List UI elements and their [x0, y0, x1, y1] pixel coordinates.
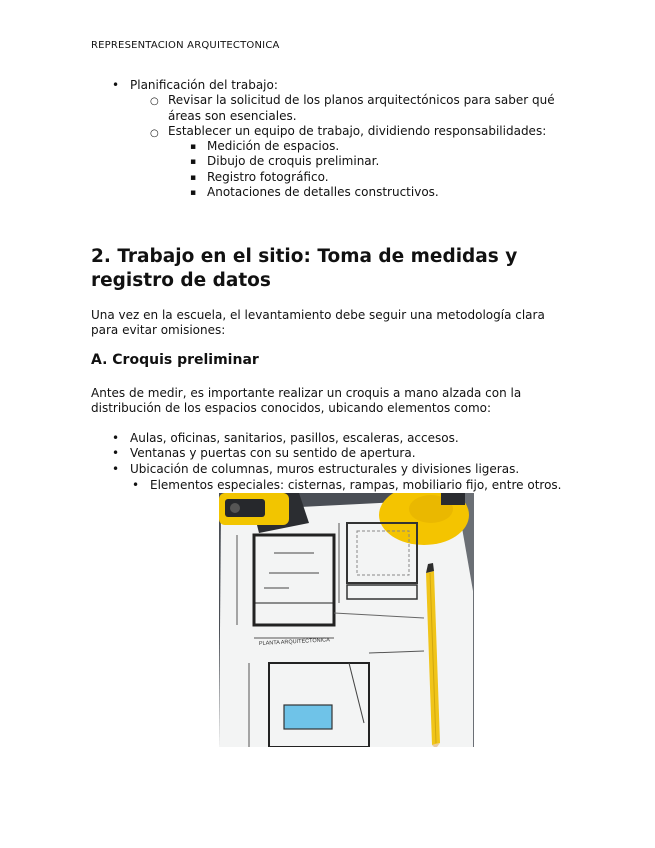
- bullet-circle: ○: [150, 96, 159, 107]
- bullet-square: ▪: [190, 142, 197, 152]
- bullet-dot: •: [112, 431, 120, 445]
- bullet-square: ▪: [190, 188, 197, 198]
- sketch-illustration: [219, 493, 474, 747]
- bullet-circle: ○: [150, 128, 159, 139]
- task-item: Medición de espacios.: [207, 139, 340, 153]
- bullet-dot: •: [112, 78, 120, 92]
- section-2-intro: Una vez en la escuela, el levantamiento debe seguir una metodología clara para evitar omisiones:: [91, 308, 545, 337]
- plan-label: PLANTA ARQUITECTONICA: [258, 637, 331, 647]
- planning-item: Planificación del trabajo:: [130, 78, 278, 92]
- architectural-sketch-photo: [219, 493, 474, 747]
- planning-subitem-2: Establecer un equipo de trabajo, dividiendo responsabilidades:: [168, 124, 547, 138]
- bullet-square: ▪: [190, 157, 197, 167]
- list-item: Ventanas y puertas con su sentido de apertura.: [130, 446, 416, 460]
- list-item: Ubicación de columnas, muros estructurales y divisiones ligeras.: [130, 462, 520, 476]
- bullet-square: ▪: [190, 173, 197, 183]
- task-item: Dibujo de croquis preliminar.: [207, 154, 380, 168]
- bullet-dot: •: [112, 446, 120, 460]
- planning-subitem-1-line2: áreas son esenciales.: [168, 109, 297, 123]
- section-2-heading: 2. Trabajo en el sitio: Toma de medidas y registro de datos: [91, 246, 518, 291]
- list-item: Aulas, oficinas, sanitarios, pasillos, escaleras, accesos.: [130, 431, 459, 445]
- section-a-heading: A. Croquis preliminar: [91, 352, 259, 368]
- task-item: Registro fotográfico.: [207, 170, 329, 184]
- task-item: Anotaciones de detalles constructivos.: [207, 185, 439, 199]
- planning-subitem-1-line1: Revisar la solicitud de los planos arquitectónicos para saber qué: [168, 93, 555, 107]
- bullet-dot: •: [112, 462, 120, 476]
- list-item: Elementos especiales: cisternas, rampas, mobiliario fijo, entre otros.: [150, 478, 562, 492]
- section-a-intro: Antes de medir, es importante realizar un croquis a mano alzada con la distribución de los espacios conocidos, ubicando elementos como:: [91, 386, 522, 415]
- page-header: REPRESENTACION ARQUITECTONICA: [91, 40, 280, 51]
- bullet-dot: •: [132, 478, 140, 492]
